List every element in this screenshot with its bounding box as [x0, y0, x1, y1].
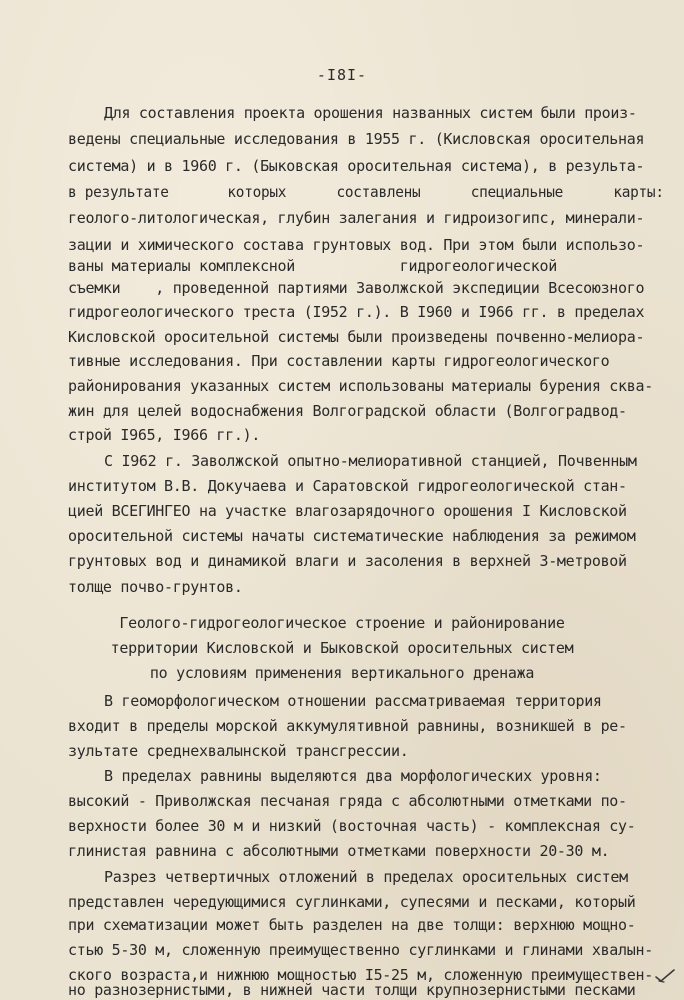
paragraph-line: съемки , проведенной партиями Заволжской экспедиции Всесоюзного	[68, 279, 645, 297]
paragraph-line: в результате которых составлены специальные карты:	[68, 183, 664, 201]
paragraph-line: Для составления проекта орошения названных систем были произ-	[104, 104, 637, 122]
paragraph-line: толще почво-грунтов.	[68, 578, 243, 596]
paragraph-line: институтом В.В. Докучаева и Саратовской гидрогеологической стан-	[68, 477, 627, 495]
paragraph-line: грунтовых вод и динамикой влаги и засоления в верхней 3-метровой	[68, 552, 627, 570]
paragraph-line: ваны материалы комплексной гидрогеологической	[68, 257, 557, 275]
paragraph-line: при схематизации может быть разделен на две толщи: верхнюю мощно-	[68, 916, 636, 934]
paragraph-line: гидрогеологического треста (I952 г.). В I960 и I966 гг. в пределах	[68, 303, 645, 321]
paragraph-line: зации и химического состава грунтовых вод. При этом были использо-	[68, 236, 645, 254]
section-heading-line: Геолого-гидрогеологическое строение и районирование	[119, 614, 565, 632]
page-number: -I8I-	[316, 66, 368, 84]
checkmark-icon	[654, 968, 676, 984]
paragraph-line: зультате среднехвалынской трансгрессии.	[68, 742, 409, 760]
paragraph-line: верхности более 30 м и низкий (восточная часть) - комплексная су-	[68, 817, 636, 835]
paragraph-line: тивные исследования. При составлении карты гидрогеологического	[68, 352, 610, 370]
section-heading-line: по условиям применения вертикального дренажа	[149, 664, 535, 682]
paragraph-line: Кисловской оросительной системы были произведены почвенно-мелиора-	[68, 328, 645, 346]
paragraph-line: стью 5-30 м, сложенную преимущественно суглинками и глинами хвалын-	[68, 941, 653, 959]
paragraph-line: районирования указанных систем использованы материалы бурения сква-	[68, 377, 653, 395]
paragraph-line: С I962 г. Заволжской опытно-мелиоративной станцией, Почвенным	[104, 452, 637, 470]
paragraph-line: геолого-литологическая, глубин залегания и гидроизогипс, минерали-	[68, 209, 645, 227]
paragraph-line: жин для целей водоснабжения Волгоградской области (Волгоградвод-	[68, 402, 627, 420]
paragraph-line: оросительной системы начаты систематические наблюдения за режимом	[68, 527, 636, 545]
paragraph-line: глинистая равнина с абсолютными отметками поверхности 20-30 м.	[68, 842, 610, 860]
paragraph-line: В пределах равнины выделяются два морфологических уровня:	[104, 767, 602, 785]
paragraph-line: строй I965, I966 гг.).	[68, 426, 261, 444]
paragraph-line: ведены специальные исследования в 1955 г. (Кисловская оросительная	[68, 130, 645, 148]
section-heading-line: территории Кисловской и Быковской оросительных систем	[110, 639, 574, 657]
paragraph-line: цией ВСЕГИНГЕО на участке влагозарядочного орошения I Кисловской	[68, 502, 627, 520]
paragraph-line: представлен чередующимися суглинками, супесями и песками, который	[68, 893, 636, 911]
paragraph-line: В геоморфологическом отношении рассматриваемая территория	[104, 692, 602, 710]
paragraph-line: Разрез четвертичных отложений в пределах оросительных систем	[104, 868, 628, 886]
paragraph-line: ского возраста,и нижнюю мощностью I5-25 м, сложенную преимуществен-	[68, 966, 653, 984]
paragraph-line: входит в пределы морской аккумулятивной равнины, возникшей в ре-	[68, 717, 627, 735]
paragraph-line: система) и в 1960 г. (Быковская оросительная система), в результа-	[68, 157, 645, 175]
paragraph-line: высокий - Приволжская песчаная гряда с абсолютными отметками по-	[68, 792, 627, 810]
paragraph-line: но разнозернистыми, в нижней части толщи крупнозернистыми песками	[68, 981, 636, 999]
